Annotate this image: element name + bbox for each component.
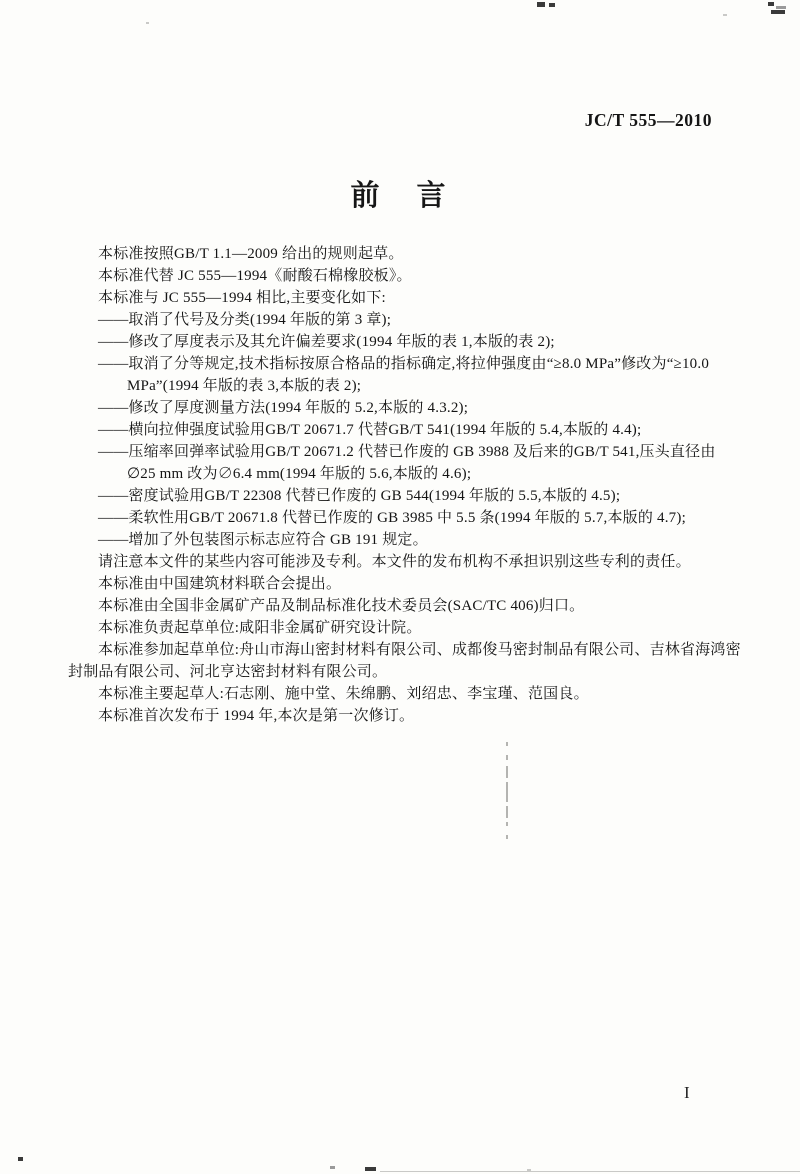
page-number: I xyxy=(684,1083,690,1102)
scan-artifact xyxy=(506,835,508,839)
text-line: ——取消了分等规定,技术指标按原合格品的指标确定,将拉伸强度由“≥8.0 MPa”修改为“≥10.0 xyxy=(98,356,710,372)
scan-artifact xyxy=(506,755,508,760)
scan-artifact xyxy=(330,1166,335,1169)
text-line: 本标准与 JC 555—1994 相比,主要变化如下: xyxy=(98,290,386,306)
text-line: MPa”(1994 年版的表 3,本版的表 2); xyxy=(127,378,362,394)
scan-artifact xyxy=(506,782,508,802)
text-line: 本标准负责起草单位:咸阳非金属矿研究设计院。 xyxy=(98,620,422,636)
scan-artifact xyxy=(506,806,508,818)
scan-artifact xyxy=(537,2,545,7)
scan-artifact xyxy=(549,3,555,7)
scan-artifact xyxy=(506,822,508,826)
scan-artifact xyxy=(776,6,786,9)
text-line: 本标准首次发布于 1994 年,本次是第一次修订。 xyxy=(98,708,415,724)
standard-number: JC/T 555—2010 xyxy=(584,110,712,130)
text-line: 本标准参加起草单位:舟山市海山密封材料有限公司、成都俊马密封制品有限公司、吉林省海鸿密 xyxy=(98,642,741,658)
scan-artifact xyxy=(365,1167,376,1171)
text-line: 本标准由全国非金属矿产品及制品标准化技术委员会(SAC/TC 406)归口。 xyxy=(98,598,585,614)
text-line: 本标准主要起草人:石志刚、施中堂、朱绵鹏、刘绍忠、李宝瑾、范国良。 xyxy=(98,686,589,702)
text-line: ——柔软性用GB/T 20671.8 代替已作废的 GB 3985 中 5.5 条(1994 年版的 5.7,本版的 4.7); xyxy=(98,510,686,526)
text-line: ——修改了厚度表示及其允许偏差要求(1994 年版的表 1,本版的表 2); xyxy=(98,334,555,350)
text-line: 本标准按照GB/T 1.1—2009 给出的规则起草。 xyxy=(98,246,404,262)
text-line: ——增加了外包装图示标志应符合 GB 191 规定。 xyxy=(98,532,428,548)
scan-artifact xyxy=(506,742,508,746)
scan-artifact xyxy=(506,766,508,778)
text-line: ——压缩率回弹率试验用GB/T 20671.2 代替已作废的 GB 3988 及后来的GB/T 541,压头直径由 xyxy=(98,444,716,460)
text-line: ——横向拉伸强度试验用GB/T 20671.7 代替GB/T 541(1994 年版的 5.4,本版的 4.4); xyxy=(98,422,642,438)
page-title: 前 言 xyxy=(350,180,450,212)
text-line: 本标准由中国建筑材料联合会提出。 xyxy=(98,576,342,592)
text-line: 封制品有限公司、河北亨达密封材料有限公司。 xyxy=(68,664,388,680)
scan-artifact xyxy=(768,2,774,6)
text-line: ∅25 mm 改为∅6.4 mm(1994 年版的 5.6,本版的 4.6); xyxy=(127,466,472,482)
text-line: ——密度试验用GB/T 22308 代替已作废的 GB 544(1994 年版的 5.5,本版的 4.5); xyxy=(98,488,621,504)
text-line: 本标准代替 JC 555—1994《耐酸石棉橡胶板》。 xyxy=(98,268,412,284)
scan-artifact xyxy=(146,22,149,24)
scan-artifact xyxy=(380,1171,800,1172)
scan-artifact xyxy=(18,1157,23,1161)
scan-artifact xyxy=(771,10,785,14)
scan-artifact xyxy=(723,14,727,16)
text-line: ——修改了厚度测量方法(1994 年版的 5.2,本版的 4.3.2); xyxy=(98,400,469,416)
text-line: ——取消了代号及分类(1994 年版的第 3 章); xyxy=(98,312,392,328)
text-line: 请注意本文件的某些内容可能涉及专利。本文件的发布机构不承担识别这些专利的责任。 xyxy=(98,554,691,570)
